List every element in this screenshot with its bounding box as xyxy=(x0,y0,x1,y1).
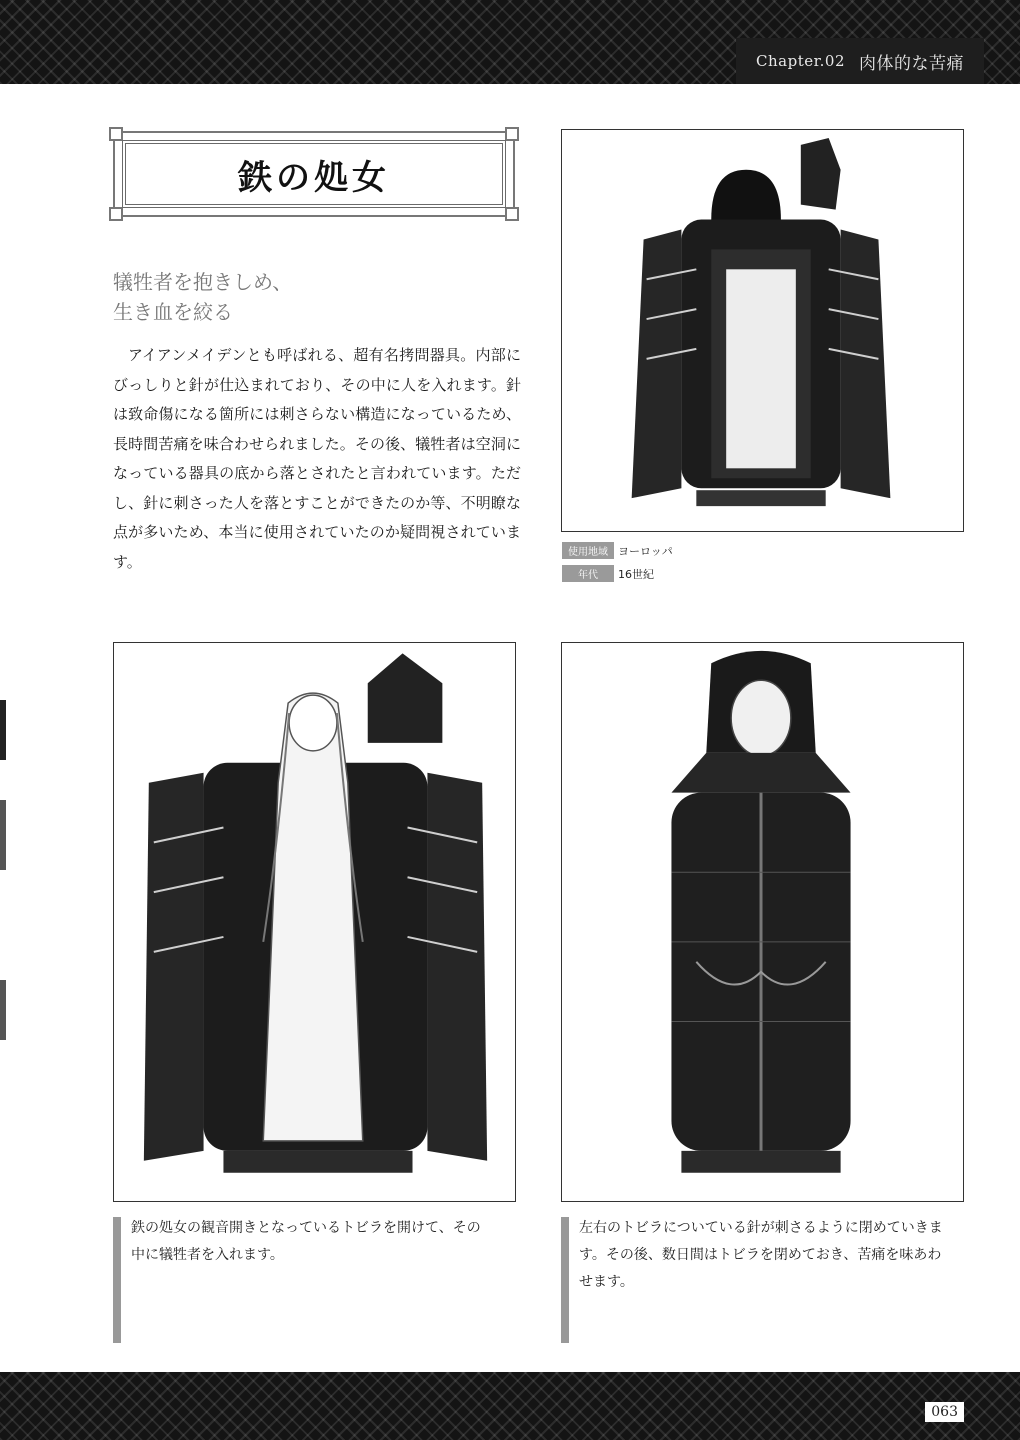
figure-iron-maiden-closed xyxy=(561,642,964,1202)
caption-bar xyxy=(561,1217,569,1343)
title-box xyxy=(113,131,515,217)
subtitle-line: 生き血を絞る xyxy=(113,300,233,324)
figure-victim-inside xyxy=(113,642,516,1202)
ornament-corner xyxy=(109,207,123,221)
ornament-corner xyxy=(109,127,123,141)
page-number-area xyxy=(0,1372,1020,1440)
ornament-corner xyxy=(505,127,519,141)
edge-marker xyxy=(0,980,6,1040)
caption-right-text: 左右のトビラについている針が刺さるように閉めていきます。その後、数日間はトビラを閉めておき、苦痛を味あわせます。 xyxy=(579,1220,943,1290)
article-body: アイアンメイデンとも呼ばれる、超有名拷問器具。内部にびっしりと針が仕込まれており、その中に人を入れます。針は致命傷になる箇所には刺さらない構造になっているため、長時間苦痛を味合わせられました。その後、犠牲者は空洞になっている器具の底から落とされたと言われています。ただし、針に刺さった人を落とすことができたのか等、不明瞭な点が多いため、本当に使用されていたのか疑問視されています。 xyxy=(113,346,521,571)
page-number: 063 xyxy=(925,1402,964,1422)
article-subtitle xyxy=(113,267,513,327)
era-label: 年代 xyxy=(562,565,614,582)
edge-marker xyxy=(0,700,6,760)
info-era-row xyxy=(562,565,654,582)
edge-marker xyxy=(0,800,6,870)
region-label: 使用地域 xyxy=(562,542,614,559)
subtitle-line: 犠牲者を抱きしめ、 xyxy=(113,270,293,294)
figure-iron-maiden-open xyxy=(561,129,964,532)
iron-maiden-open-illustration xyxy=(562,130,963,531)
region-value: ヨーロッパ xyxy=(618,544,673,558)
chapter-tab xyxy=(736,38,984,84)
article-title: 鉄の処女 xyxy=(238,157,390,198)
caption-right xyxy=(561,1215,953,1296)
chapter-number: Chapter.02 xyxy=(756,52,845,70)
iron-maiden-closed-illustration xyxy=(562,643,963,1201)
caption-bar xyxy=(113,1217,121,1343)
era-value: 16世紀 xyxy=(618,567,654,581)
info-region-row xyxy=(562,542,673,559)
chapter-title: 肉体的な苦痛 xyxy=(859,53,964,74)
ornament-corner xyxy=(505,207,519,221)
caption-left-text: 鉄の処女の観音開きとなっているトビラを開けて、その中に犠牲者を入れます。 xyxy=(131,1220,481,1263)
victim-illustration xyxy=(114,643,515,1201)
caption-left xyxy=(113,1215,493,1269)
